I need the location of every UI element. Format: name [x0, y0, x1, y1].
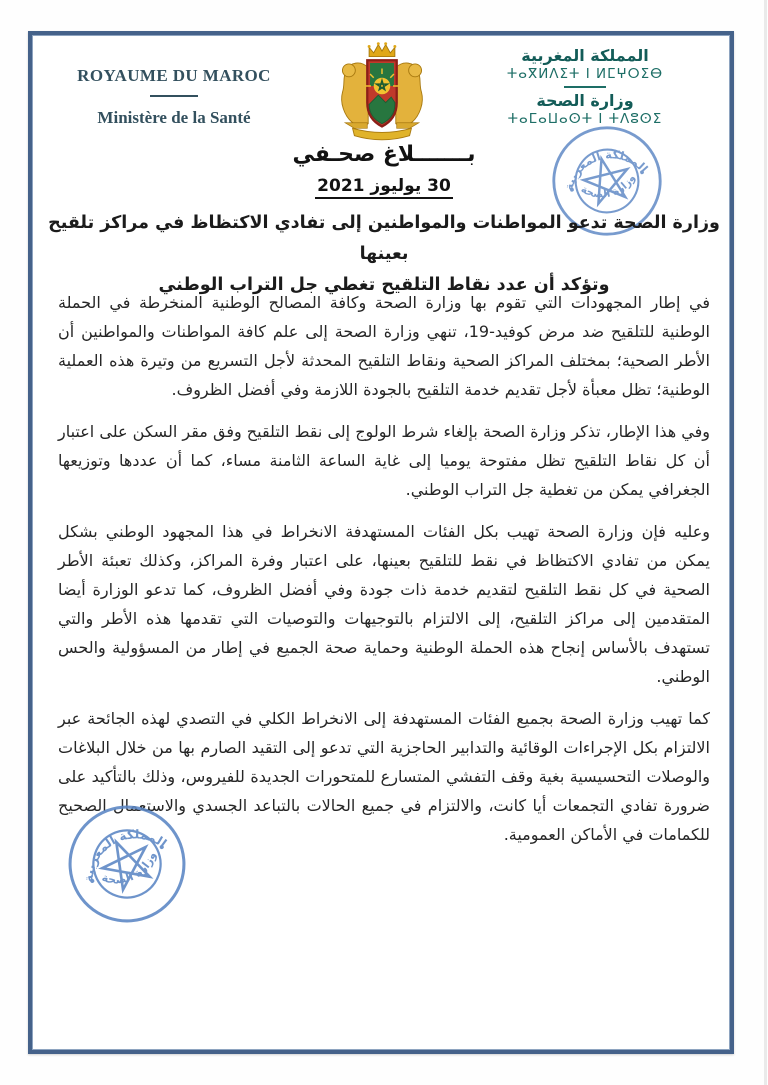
paragraph-2: وفي هذا الإطار، تذكر وزارة الصحة بإلغاء شرط الولوج إلى نقط التلقيح وفق مقر السكن على اعتبار أن كل نقاط التلقيح تظل مفتوحة يوميا إلى غاية الساعة الثامنة مساء، كما أن عددها وتوزيعها الجغرافي يمكن من تغطية جل التراب الوطني.	[58, 422, 710, 499]
paragraph-3: وعليه فإن وزارة الصحة تهيب بكل الفئات المستهدفة الانخراط في هذا المجهود الوطني بشكل يمكن من تفادي الاكتظاظ في نقط للتلقيح بعينها، على اعتبار وفرة المراكز، وكذلك تعبئة الأطر الصحية في كل نقط التلقيح لتقديم خدمة ذات جودة وفي أفضل الظروف، كما تدعو الوزارة أيضا المتقدمين إلى مراكز التلقيح، إلى الالتزام بالتوجيهات والتوصيات التي تقدمها هذه الأطر والتي تستهدف بالأساس إنجاح هذه الحملة الوطنية وحماية صحة الجميع في إطار من المسؤولية والحس الوطني.	[58, 522, 710, 686]
emblem-banner	[353, 128, 412, 139]
ministry-label-fr: Ministère de la Santé	[97, 108, 251, 127]
emblem-shield	[365, 60, 398, 126]
headline-line-1: وزارة الصحة تدعو المواطنات والمواطنين إلى تفادي الاكتظاظ في مراكز تلقيح بعينها	[48, 213, 720, 264]
coat-of-arms-icon	[336, 40, 428, 146]
stamp-top-arc-text: المملكة المغربية	[561, 147, 651, 192]
header-left-divider	[150, 95, 198, 97]
release-date: 30 يوليوز 2021	[315, 176, 453, 199]
emblem-lion-left	[342, 63, 369, 128]
stamp-top-arc-text: المملكة المغربية	[81, 827, 170, 883]
ministry-label-tifinagh: ⵜⴰⵎⴰⵡⴰⵙⵜ ⵏ ⵜⴷⵓⵙⵉ	[507, 111, 663, 127]
paragraph-1: في إطار المجهودات التي تقوم بها وزارة الصحة وكافة المصالح الوطنية المنخرطة في الحملة الوطنية للتلقيح ضد مرض كوفيد-19، تنهي وزارة الصحة إلى علم كافة المواطنات والمواطنين أن الأطر الصحية؛ بمختلف المراكز الصحية ونقاط التلقيح المحدثة لأجل التسريع من وتيرة هذه العملية الوطنية؛ تظل معبأة لأجل تقديم خدمة التلقيح بالجودة اللازمة وفي أفضل الظروف.	[58, 293, 711, 399]
date-line	[0, 176, 768, 199]
country-label-tifinagh: ⵜⴰⴳⵍⴷⵉⵜ ⵏ ⵍⵎⵖⵔⵉⴱ	[506, 66, 664, 82]
header-right	[468, 46, 702, 127]
header-right-divider	[564, 86, 606, 88]
header-left	[56, 66, 292, 128]
press-release-title: بـــــــلاغ صحـفي	[292, 142, 476, 167]
emblem-lion-right	[396, 63, 423, 128]
body-text	[58, 288, 710, 862]
paragraph-4: كما تهيب وزارة الصحة بجميع الفئات المستهدفة إلى الانخراط الكلي في التصدي لهذه الجائحة عبر الالتزام بكل الإجراءات الوقائية والتدابير الحاجزية التي تدعو إلى التقيد الصارم بها من خلال البلاغات والوصلات التحسيسية بغية وقف التفشي المتسارع للمتحورات الجديدة للفيروس، وذلك بالتأكيد على ضرورة تفادي التجمعات أيا كانت، والالتزام في جميع الحالات بالتباعد الجسدي والاستعمال الصحيح للكمامات في الأماكن العمومية.	[58, 709, 710, 844]
country-label-fr: ROYAUME DU MAROC	[77, 66, 271, 85]
country-label-ar: المملكة المغربية	[521, 46, 649, 65]
stamp-bottom-arc-text: وزارة الصحة	[578, 172, 638, 201]
emblem-crown	[368, 42, 397, 56]
stamp-bottom-arc-text: وزارة الصحة	[100, 850, 159, 887]
headline-line-2: وتؤكد أن عدد نقاط التلقيح تغطي جل التراب الوطني	[158, 275, 610, 295]
ministry-label-ar: وزارة الصحة	[536, 91, 634, 110]
